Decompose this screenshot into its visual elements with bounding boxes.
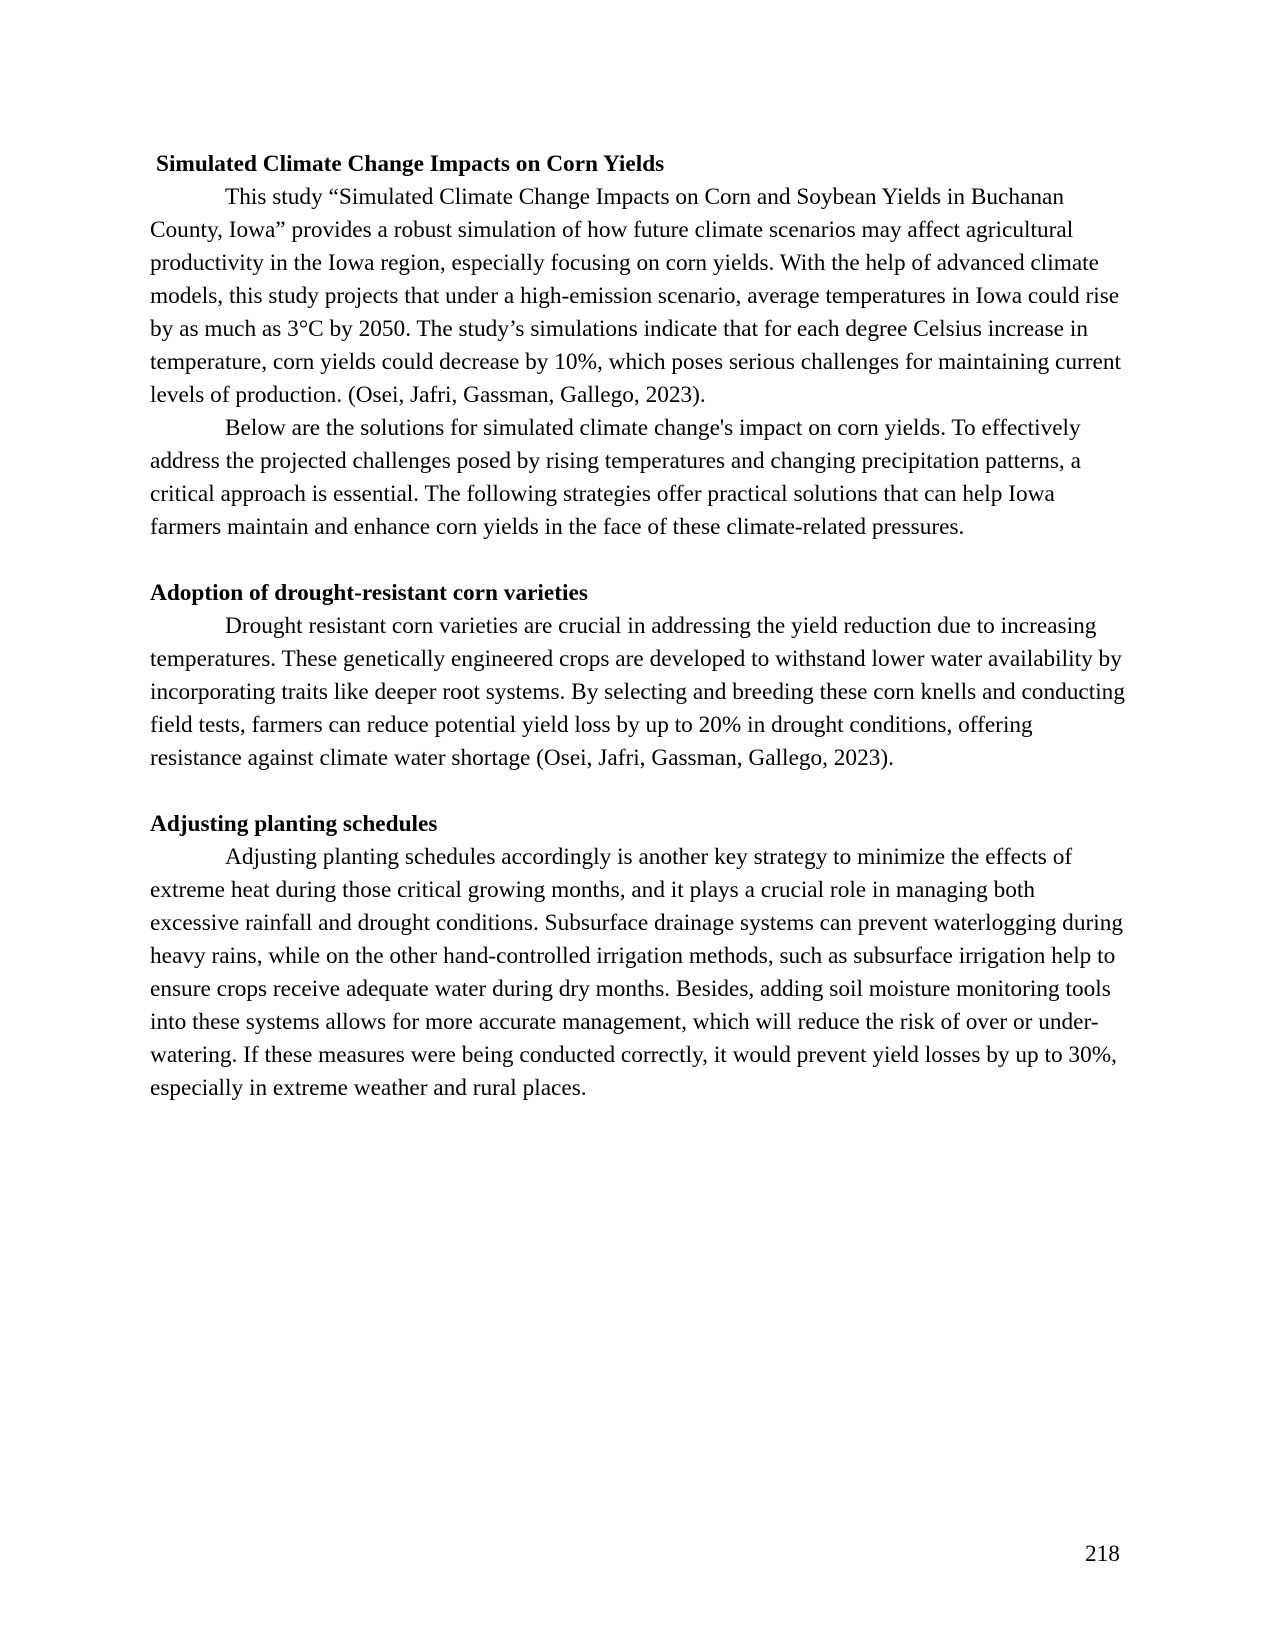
section-heading: Adjusting planting schedules xyxy=(150,811,438,837)
body-paragraph: Below are the solutions for simulated climate change's impact on corn yields. To effectively address the projected challenges posed by rising temperatures and changing precipitation patterns, a critical approach is essential. The following strategies offer practical solutions that can help Iowa farmers maintain and enhance corn yields in the face of these climate-related pressures. xyxy=(150,415,1081,540)
page-body xyxy=(150,148,1130,1105)
section-heading: Simulated Climate Change Impacts on Corn Yields xyxy=(156,151,665,177)
section-planting-schedules xyxy=(150,808,1130,1105)
section-climate-impacts xyxy=(150,148,1130,544)
section-heading: Adoption of drought-resistant corn varieties xyxy=(150,580,588,606)
section-drought-resistant xyxy=(150,577,1130,775)
body-paragraph: Drought resistant corn varieties are crucial in addressing the yield reduction due to increasing temperatures. These genetically engineered crops are developed to withstand lower water availability by incorporating traits like deeper root systems. By selecting and breeding these corn knells and conducting field tests, farmers can reduce potential yield loss by up to 20% in drought conditions, offering resistance against climate water shortage (Osei, Jafri, Gassman, Gallego, 2023). xyxy=(150,613,1125,771)
body-paragraph: This study “Simulated Climate Change Impacts on Corn and Soybean Yields in Buchanan County, Iowa” provides a robust simulation of how future climate scenarios may affect agricultural productivity in the Iowa region, especially focusing on corn yields. With the help of advanced climate models, this study projects that under a high-emission scenario, average temperatures in Iowa could rise by as much as 3°C by 2050. The study’s simulations indicate that for each degree Celsius increase in temperature, corn yields could decrease by 10%, which poses serious challenges for maintaining current levels of production. (Osei, Jafri, Gassman, Gallego, 2023). xyxy=(150,184,1122,408)
section-spacer xyxy=(150,775,1130,808)
page-number: 218 xyxy=(1085,1541,1120,1567)
section-spacer xyxy=(150,544,1130,577)
body-paragraph: Adjusting planting schedules accordingly is another key strategy to minimize the effects of extreme heat during those critical growing months, and it plays a crucial role in managing both excessive rainfall and drought conditions. Subsurface drainage systems can prevent waterlogging during heavy rains, while on the other hand-controlled irrigation methods, such as subsurface irrigation help to ensure crops receive adequate water during dry months. Besides, adding soil moisture monitoring tools into these systems allows for more accurate management, which will reduce the risk of over or under-watering. If these measures were being conducted correctly, it would prevent yield losses by up to 30%, especially in extreme weather and rural places. xyxy=(150,844,1124,1101)
